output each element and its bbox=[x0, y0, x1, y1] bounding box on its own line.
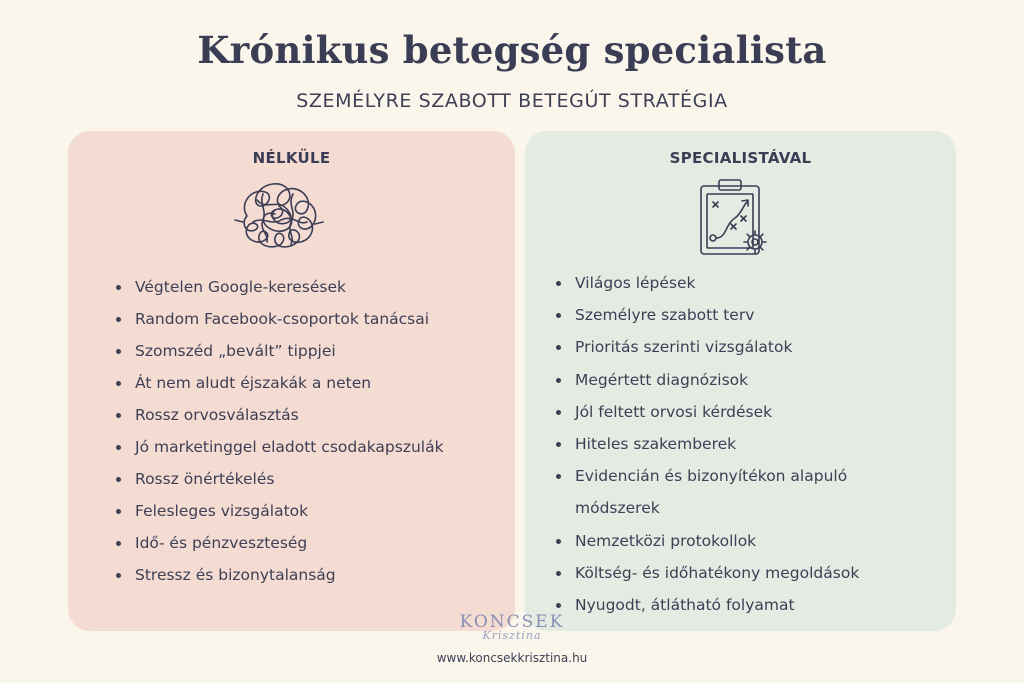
list-item: Stressz és bizonytalanság bbox=[113, 559, 444, 591]
list-item: Nemzetközi protokollok bbox=[553, 525, 859, 557]
page-subtitle: SZEMÉLYRE SZABOTT BETEGÚT STRATÉGIA bbox=[296, 90, 728, 112]
list-item: Végtelen Google-keresések bbox=[113, 271, 444, 303]
list-item: Random Facebook-csoportok tanácsai bbox=[113, 303, 444, 335]
list-item: Hiteles szakemberek bbox=[553, 428, 859, 460]
website-link[interactable]: www.koncsekkrisztina.hu bbox=[436, 651, 588, 665]
list-item: Evidencián és bizonyítékon alapuló bbox=[553, 460, 859, 492]
list-item: Költség- és időhatékony megoldások bbox=[553, 557, 859, 589]
without-list bbox=[113, 271, 444, 591]
list-item: Felesleges vizsgálatok bbox=[113, 495, 444, 527]
with-panel bbox=[525, 131, 956, 631]
list-item: Idő- és pénzveszteség bbox=[113, 527, 444, 559]
list-item: Jó marketinggel eladott csodakapszulák bbox=[113, 431, 444, 463]
list-item-continuation: módszerek bbox=[575, 499, 660, 518]
brand-logo-signature: Krisztina bbox=[482, 629, 542, 642]
list-item: Rossz orvosválasztás bbox=[113, 399, 444, 431]
without-heading: NÉLKÜLE bbox=[252, 149, 331, 167]
without-panel bbox=[68, 131, 515, 631]
list-item: Prioritás szerinti vizsgálatok bbox=[553, 331, 859, 363]
with-list bbox=[553, 267, 859, 621]
list-item: Át nem aludt éjszakák a neten bbox=[113, 367, 444, 399]
list-item: Személyre szabott terv bbox=[553, 299, 859, 331]
list-item: Jól feltett orvosi kérdések bbox=[553, 396, 859, 428]
with-heading: SPECIALISTÁVAL bbox=[669, 149, 812, 167]
page-title: Krónikus betegség specialista bbox=[197, 28, 827, 72]
strategy-clipboard-gear-icon bbox=[693, 176, 785, 261]
list-item: Világos lépések bbox=[553, 267, 859, 299]
list-item: Megértett diagnózisok bbox=[553, 364, 859, 396]
tangled-scribble-icon bbox=[233, 176, 325, 254]
brand-logo-name: KONCSEK bbox=[459, 612, 565, 632]
list-item: Nyugodt, átlátható folyamat bbox=[553, 589, 859, 621]
list-item: Rossz önértékelés bbox=[113, 463, 444, 495]
list-item: Szomszéd „bevált” tippjei bbox=[113, 335, 444, 367]
